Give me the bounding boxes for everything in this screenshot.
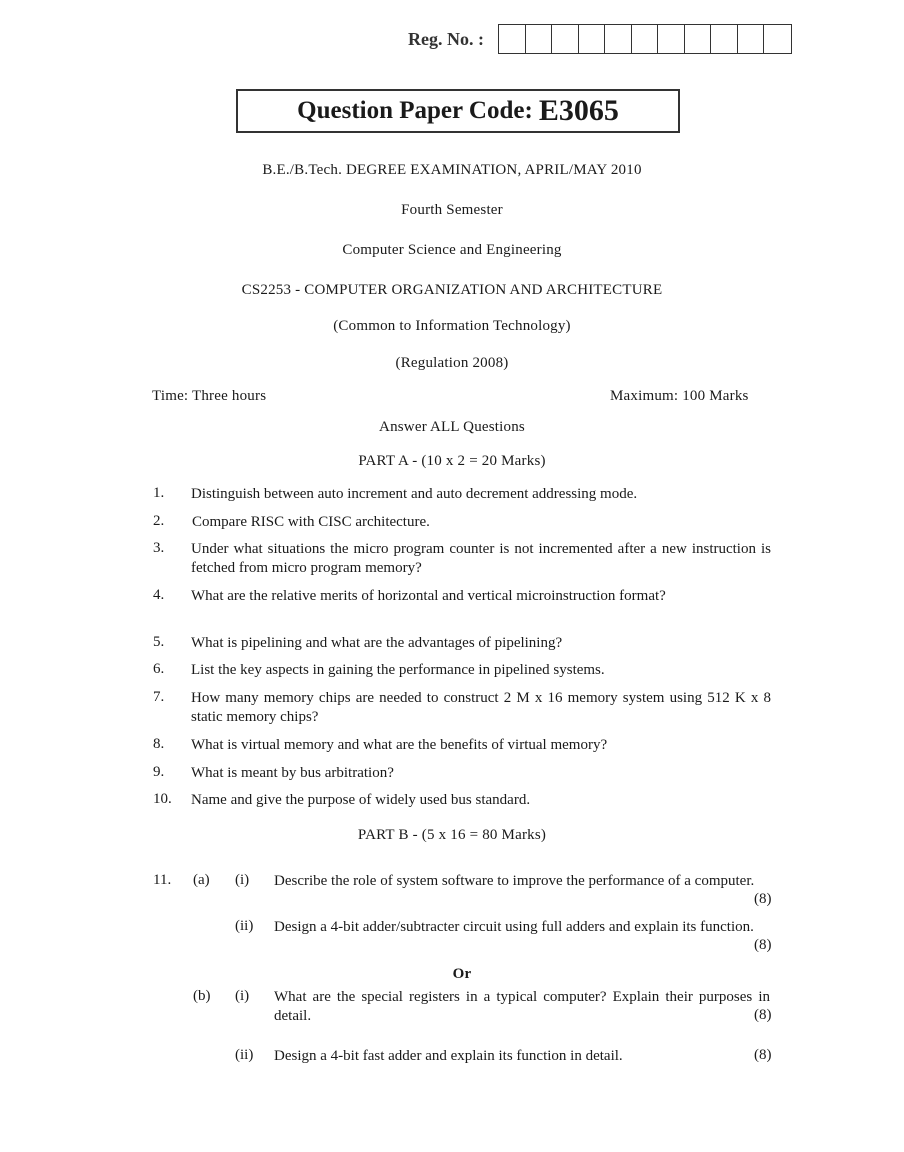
reg-no-box bbox=[526, 25, 553, 53]
subject-title: CS2253 - COMPUTER ORGANIZATION AND ARCHITECTURE bbox=[241, 282, 663, 298]
question-number: 3. bbox=[153, 540, 165, 556]
question-number: 1. bbox=[153, 485, 165, 501]
reg-no-box bbox=[579, 25, 606, 53]
question-number: 9. bbox=[153, 764, 165, 780]
marks: (8) bbox=[754, 937, 772, 953]
part-b-title: PART B - (5 x 16 = 80 Marks) bbox=[357, 827, 547, 843]
question-text: What is meant by bus arbitration? bbox=[191, 765, 394, 781]
question-text: Compare RISC with CISC architecture. bbox=[192, 514, 430, 530]
subquestion-label: (a) bbox=[193, 872, 210, 888]
question-number: 4. bbox=[153, 587, 165, 603]
question-paper-code-label: Question Paper Code: bbox=[297, 97, 533, 124]
instruction: Answer ALL Questions bbox=[379, 419, 525, 435]
question-text: What are the relative merits of horizontal and vertical microinstruction format? bbox=[191, 588, 666, 604]
subquestion-label: (b) bbox=[193, 988, 211, 1004]
question-text: What is pipelining and what are the advantages of pipelining? bbox=[191, 635, 563, 651]
question-number: 2. bbox=[153, 513, 165, 529]
question-number: 7. bbox=[153, 689, 165, 705]
question-text: List the key aspects in gaining the performance in pipelined systems. bbox=[191, 662, 605, 678]
marks: (8) bbox=[754, 891, 772, 907]
part-a-title: PART A - (10 x 2 = 20 Marks) bbox=[358, 453, 546, 469]
question-number: 8. bbox=[153, 736, 165, 752]
question-text: Describe the role of system software to improve the performance of a computer. bbox=[274, 873, 755, 889]
or-separator: Or bbox=[452, 966, 472, 982]
question-number: 6. bbox=[153, 661, 165, 677]
reg-no-box bbox=[605, 25, 632, 53]
subpart-label: (i) bbox=[235, 872, 250, 888]
reg-no-box bbox=[552, 25, 579, 53]
reg-no-box bbox=[499, 25, 526, 53]
common-note: (Common to Information Technology) bbox=[333, 318, 571, 334]
reg-no-box bbox=[738, 25, 765, 53]
question-number: 5. bbox=[153, 634, 165, 650]
semester: Fourth Semester bbox=[401, 202, 503, 218]
question-text: Name and give the purpose of widely used bus standard. bbox=[191, 792, 531, 808]
time-duration: Time: Three hours bbox=[152, 388, 267, 404]
reg-no-box bbox=[711, 25, 738, 53]
reg-no-boxes bbox=[498, 24, 792, 54]
question-text: How many memory chips are needed to construct 2 M x 16 memory system using 512 K x 8 static memory chips? bbox=[191, 690, 771, 725]
reg-no-label: Reg. No. : bbox=[408, 29, 484, 49]
reg-no-box bbox=[658, 25, 685, 53]
question-text: Under what situations the micro program counter is not incremented after a new instruction is fetched from micro program memory? bbox=[191, 541, 771, 576]
question-paper-code-value: E3065 bbox=[538, 94, 619, 127]
reg-no-box bbox=[632, 25, 659, 53]
maximum-marks: Maximum: 100 Marks bbox=[610, 388, 749, 404]
reg-no-box bbox=[764, 25, 791, 53]
marks: (8) bbox=[754, 1047, 772, 1063]
subpart-label: (i) bbox=[235, 988, 250, 1004]
question-paper-code-box bbox=[236, 89, 680, 133]
reg-no-box bbox=[685, 25, 712, 53]
degree-title: B.E./B.Tech. DEGREE EXAMINATION, APRIL/MAY 2010 bbox=[262, 162, 642, 178]
question-text: Distinguish between auto increment and auto decrement addressing mode. bbox=[191, 486, 638, 502]
question-number: 10. bbox=[153, 791, 172, 807]
question-number: 11. bbox=[153, 872, 172, 888]
question-text: What are the special registers in a typical computer? Explain their purposes in detail. bbox=[274, 989, 770, 1024]
branch: Computer Science and Engineering bbox=[342, 242, 562, 258]
subpart-label: (ii) bbox=[235, 918, 254, 934]
question-text: Design a 4-bit adder/subtracter circuit using full adders and explain its function. bbox=[274, 919, 754, 935]
question-text: Design a 4-bit fast adder and explain its function in detail. bbox=[274, 1048, 623, 1064]
regulation: (Regulation 2008) bbox=[395, 355, 509, 371]
subpart-label: (ii) bbox=[235, 1047, 254, 1063]
marks: (8) bbox=[754, 1007, 772, 1023]
question-text: What is virtual memory and what are the benefits of virtual memory? bbox=[191, 737, 608, 753]
